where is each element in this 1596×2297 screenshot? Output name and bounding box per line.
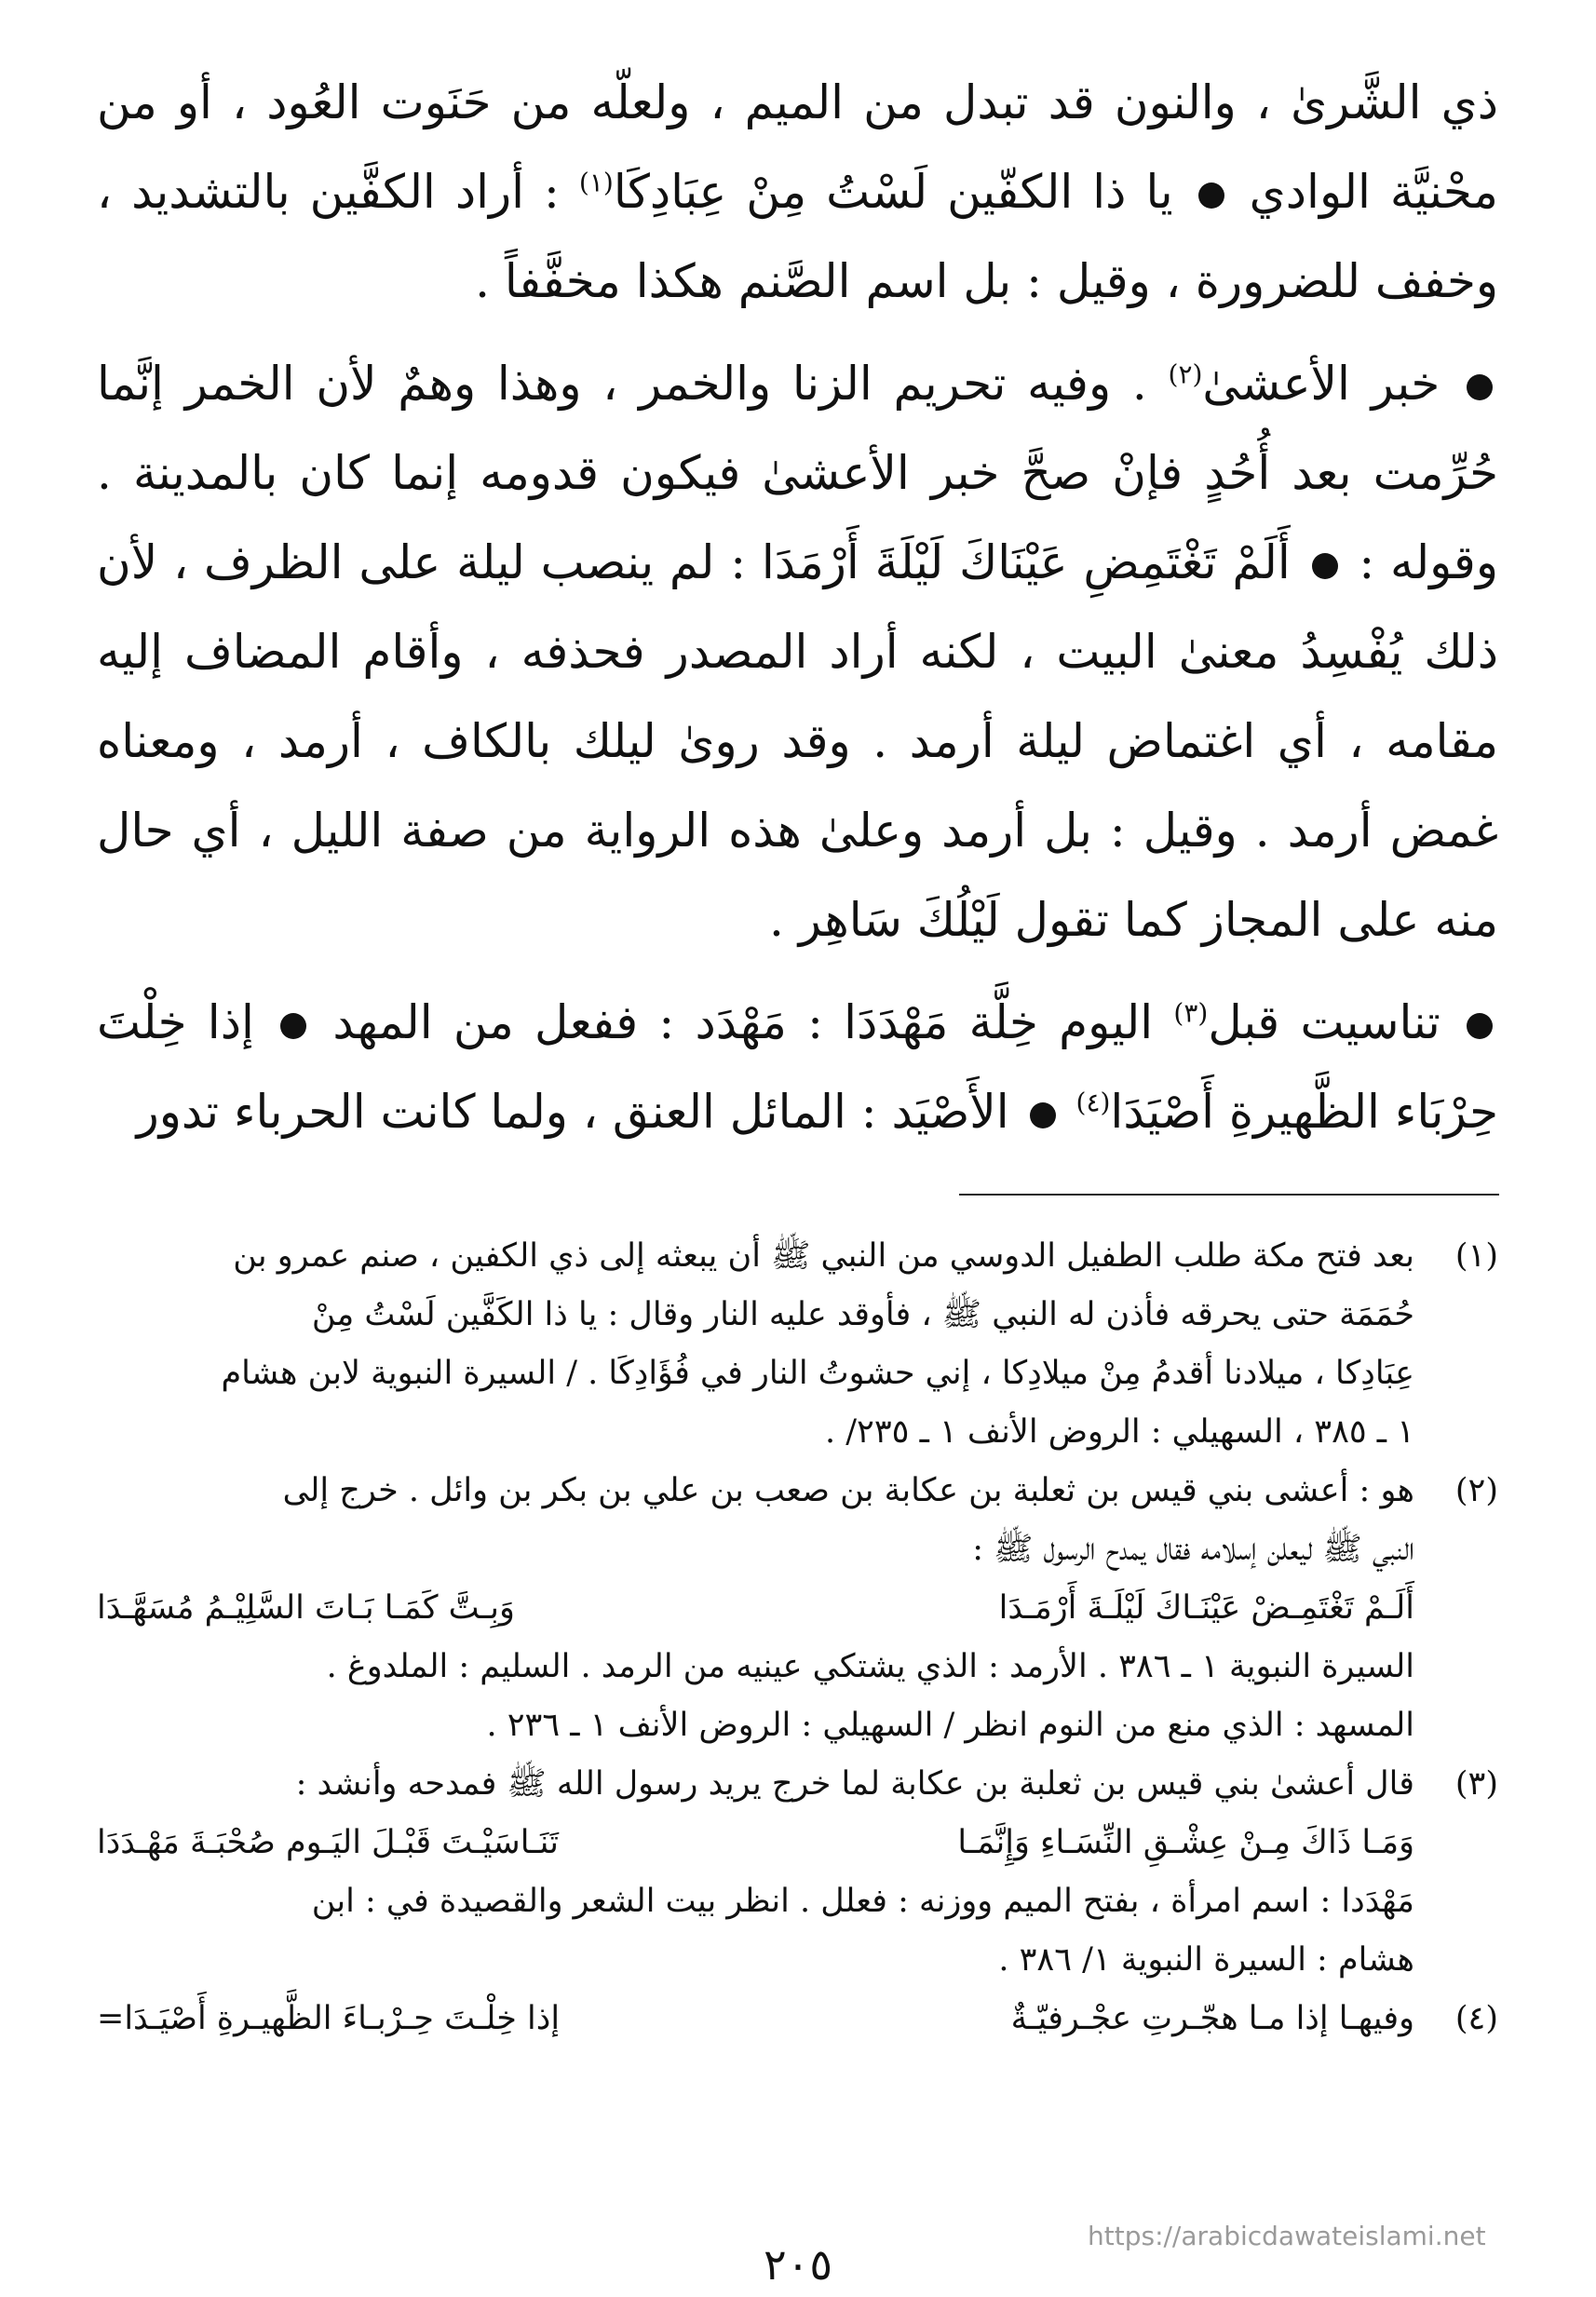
bullet-icon: [1030, 1102, 1056, 1128]
main-text: [97, 58, 1498, 1169]
paragraph-1: [97, 58, 1498, 326]
footnote-line: المسهد : الذي منع من النوم انظر / السهيلي : الروض الأنف ١ ـ ٢٣٦ .: [486, 1707, 1414, 1744]
poem-verse: [97, 1814, 1414, 1872]
text-line: وقوله :: [1359, 535, 1498, 589]
footnote-body: [97, 1990, 1414, 2048]
text-line: على المجاز كما تقول لَيْلُكَ سَاهِر .: [768, 893, 1420, 947]
footnote-1: [97, 1227, 1498, 1462]
footnote-line: السيرة النبوية ١ ـ ٣٨٦ . الأرمد : الذي يشتكي عينيه من الرمد . السليم : الملدوغ .: [326, 1648, 1414, 1685]
footnote-number: (١): [1454, 1237, 1498, 1275]
footnote-line: بعد فتح مكة طلب الطفيل الدوسي من النبي ﷺ أن يبعثه إلى ذي الكفين ، صنم عمرو بن: [233, 1237, 1414, 1275]
footnote-divider: [959, 1194, 1499, 1196]
paragraph-3: [97, 978, 1498, 1156]
footnote-4: [97, 1990, 1498, 2048]
footnote-line: هشام : السيرة النبوية ١/ ٣٨٦ .: [998, 1941, 1414, 1979]
text-line: أَلَمْ تَغْتَمِضِ عَيْنَاكَ لَيْلَةَ أَرْمَدَا : لم ينصب ليلة على الظرف ، لأن: [97, 535, 1291, 589]
text-line: الأَصْيَد : المائل العنق ، ولما كانت الحرباء تدور: [136, 1085, 1009, 1139]
footnote-line: حُمَمَة حتى يحرقه فأذن له النبي ﷺ ، فأوقد عليه النار وقال : يا ذا الكَفَّين لَسْتُ مِنْ: [311, 1296, 1414, 1333]
text-line: للضرورة ، وقيل : بل اسم الصَّنم هكذا مخفَّفاً .: [475, 254, 1360, 308]
text-line: إذا خِلْتَ: [97, 995, 254, 1049]
verse-hemistich: وَبِـتَّ كَمَـا بَـاتَ السَّلِيْـمُ مُسَهَّـدَا: [97, 1589, 515, 1627]
text-line: . وفيه تحريم الزنا والخمر ، وهذا وهمٌ لأن الخمر: [184, 357, 1147, 411]
poem-verse: [97, 1990, 1414, 2048]
verse-hemistich: وفيهـا إذا مـا هجّـرتِ عجْـرفيّـةٌ: [1010, 2000, 1414, 2037]
text-line: حِرْبَاء الظَّهيرةِ أَصْيَدَا: [1110, 1085, 1498, 1139]
watermark-url: https://arabicdawateislami.net: [1088, 2221, 1486, 2251]
text-line: ذلك يُفْسِدُ معنىٰ البيت ، لكنه أراد المصدر فحذفه ، وأقام المضاف إليه: [97, 625, 1498, 679]
text-line: الوادي: [1249, 165, 1371, 219]
page-number: ٢٠٥: [763, 2239, 833, 2290]
bullet-icon: [280, 1013, 306, 1039]
footnotes: [97, 1227, 1498, 2048]
verse-hemistich: إذا خِلْـتَ حِـرْبـاءَ الظَّهيـرةِ أَصْيَـدَا=: [97, 2000, 561, 2037]
text-line: مقامه ، أي اغتماض ليلة أرمد . وقد روىٰ ليلك بالكاف ، أرمد ، ومعناه: [97, 714, 1498, 768]
footnote-ref[interactable]: (٣): [1173, 997, 1209, 1029]
bullet-icon: [1198, 182, 1224, 209]
text-line: : أراد الكفَّين بالتشديد ، وخفف: [97, 165, 1498, 308]
footnote-number: (٣): [1454, 1765, 1498, 1803]
bullet-icon: [1467, 374, 1493, 400]
footnote-ref[interactable]: (٢): [1168, 358, 1203, 390]
footnote-number: (٤): [1454, 2000, 1498, 2037]
quoted-verse: يا ذا الكفّين لَسْتُ مِنْ عِبَادِكَا: [613, 165, 1173, 219]
footnote-line: مَهْدَدا : اسم امرأة ، بفتح الميم ووزنه : فعلل . انظر بيت الشعر والقصيدة في : ابن: [311, 1883, 1414, 1920]
footnote-line: النبي ﷺ ليعلن إسلامه فقال يمدح الرسول ﷺ :: [972, 1531, 1414, 1568]
text-line: اليوم خِلَّة مَهْدَدَا : مَهْدَد : ففعل من المهد: [332, 995, 1154, 1049]
footnote-ref[interactable]: (١): [578, 167, 614, 198]
footnote-number: (٢): [1454, 1472, 1498, 1509]
bullet-icon: [1467, 1013, 1493, 1039]
footnote-ref[interactable]: (٤): [1075, 1087, 1111, 1118]
paragraph-2: [97, 339, 1498, 965]
footnote-2: [97, 1462, 1498, 1755]
text-line: ذي الشَّرىٰ ، والنون قد تبدل من الميم ، ولعلّه من حَنَوت العُود ، أو من محْنيَّة: [97, 75, 1498, 219]
verse-hemistich: وَمَـا ذَاكَ مِـنْ عِشْـقِ النِّسَـاءِ وَإِنَّمَـا: [957, 1824, 1414, 1861]
poem-verse: [97, 1579, 1414, 1638]
text-line: إنَّما حُرِّمت بعد أُحُدٍ فإنْ صحَّ خبر الأعشىٰ فيكون قدومه إنما كان بالمدينة .: [97, 357, 1498, 500]
heading-phrase: خبر الأعشىٰ: [1202, 357, 1440, 411]
verse-hemistich: تَنَـاسَيْـتَ قَبْـلَ اليَـوم صُحْبَـةَ مَهْـدَدَا: [97, 1824, 559, 1861]
text-line: غمض أرمد . وقيل : بل أرمد وعلىٰ هذه الرواية من صفة الليل ، أي حال منه: [97, 804, 1498, 947]
verse-hemistich: أَلَـمْ تَغْتَمِـضْ عَيْنَـاكَ لَيْلَـةَ أَرْمَـدَا: [998, 1589, 1414, 1627]
footnote-3: [97, 1755, 1498, 1990]
heading-phrase: تناسيت قبل: [1208, 995, 1440, 1049]
footnote-line: قال أعشىٰ بني قيس بن ثعلبة بن عكابة لما خرج يريد رسول الله ﷺ فمدحه وأنشد :: [295, 1765, 1414, 1803]
footnote-line: ١ ـ ٣٨٥ ، السهيلي : الروض الأنف ١ ـ ٢٣٥/ .: [825, 1413, 1414, 1451]
footnote-body: [97, 1462, 1414, 1755]
footnote-body: [97, 1227, 1414, 1462]
footnote-body: [97, 1755, 1414, 1990]
bullet-icon: [1312, 553, 1338, 579]
footnote-line: عِبَادِكا ، ميلادنا أقدمُ مِنْ ميلادِكا ، إني حشوتُ النار في فُؤَادِكَا . / السيرة النبوية لابن هشام: [221, 1355, 1414, 1392]
footnote-line: هو : أعشى بني قيس بن ثعلبة بن عكابة بن صعب بن علي بن بكر بن وائل . خرج إلى: [282, 1472, 1414, 1509]
